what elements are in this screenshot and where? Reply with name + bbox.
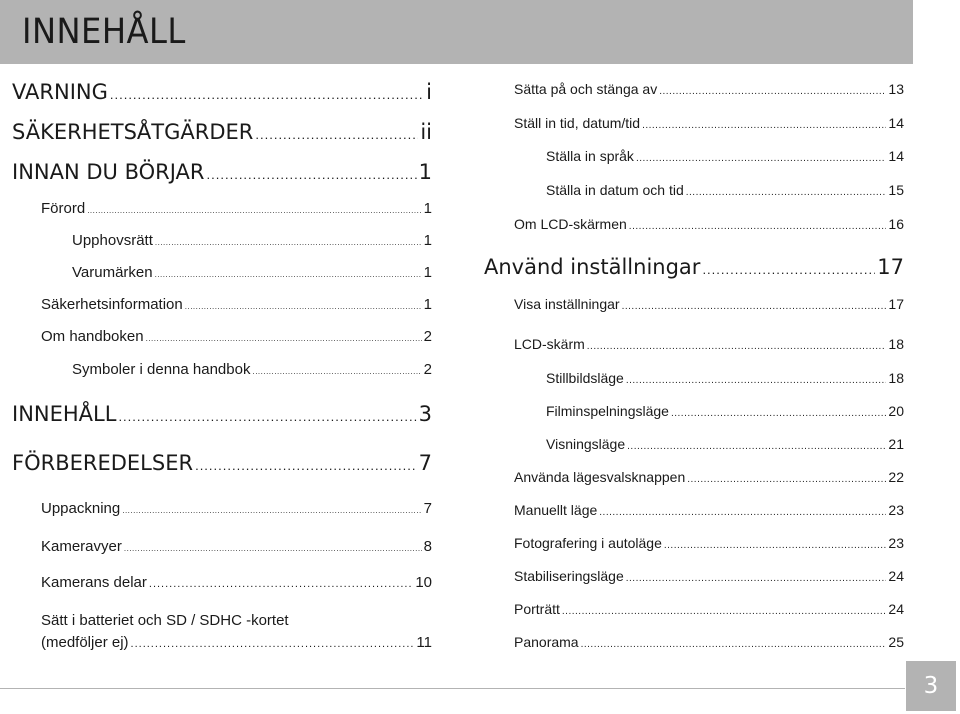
toc-label: Använd inställningar <box>484 255 701 279</box>
toc-page: 3 <box>418 402 432 426</box>
toc-label: VARNING <box>12 80 108 104</box>
footer-divider <box>0 688 905 689</box>
toc-entry-filminspelningslage[interactable] <box>546 404 904 419</box>
toc-entry-stall-in-tid[interactable] <box>514 116 904 131</box>
toc-label: Använda lägesvalsknappen <box>514 469 686 485</box>
toc-label: Porträtt <box>514 601 560 617</box>
toc-label: Om LCD-skärmen <box>514 216 627 232</box>
toc-leader <box>195 459 417 472</box>
toc-page: 25 <box>888 634 904 650</box>
toc-label: Ställa in datum och tid <box>546 182 684 198</box>
toc-page: 16 <box>888 216 904 232</box>
toc-leader <box>587 342 887 352</box>
page-number: 3 <box>923 673 939 699</box>
toc-label: Stillbildsläge <box>546 370 624 386</box>
header-bar <box>0 0 913 64</box>
toc-page: 11 <box>416 634 432 651</box>
toc-entry-om-handboken[interactable] <box>41 329 432 344</box>
toc-entry-stalla-in-sprak[interactable] <box>546 149 904 164</box>
toc-leader <box>581 640 887 650</box>
toc-label: Fotografering i autoläge <box>514 535 662 551</box>
toc-leader <box>622 302 887 312</box>
toc-label: Visningsläge <box>546 436 626 452</box>
toc-leader <box>671 409 886 419</box>
toc-page: 10 <box>415 574 432 591</box>
toc-label: Visa inställningar <box>514 296 620 312</box>
toc-leader <box>642 121 886 131</box>
toc-entry-manuellt-lage[interactable] <box>514 503 904 518</box>
toc-page: ii <box>420 120 432 144</box>
toc-label: (medföljer ej) <box>41 634 129 651</box>
toc-label: INNAN DU BÖRJAR <box>12 160 205 184</box>
toc-leader <box>87 207 421 215</box>
toc-leader <box>252 368 421 376</box>
toc-page: 1 <box>423 296 432 313</box>
toc-page: 21 <box>888 436 904 452</box>
toc-page: 17 <box>877 255 904 279</box>
toc-entry-varumarken[interactable] <box>72 265 432 280</box>
toc-entry-portratt[interactable] <box>514 602 904 617</box>
toc-page: 18 <box>888 336 904 352</box>
toc-page: 1 <box>423 232 432 249</box>
toc-page: 1 <box>423 200 432 217</box>
toc-page: 7 <box>418 451 432 475</box>
toc-page: 13 <box>888 81 904 97</box>
toc-leader <box>664 541 887 551</box>
toc-entry-visa-installningar[interactable] <box>514 297 904 312</box>
toc-entry-satta-pa[interactable] <box>514 82 904 97</box>
toc-entry-upphovsratt[interactable] <box>72 233 432 248</box>
toc-label: Varumärken <box>72 264 153 281</box>
toc-page: 15 <box>888 182 904 198</box>
toc-leader <box>155 271 422 279</box>
toc-page: 17 <box>888 296 904 312</box>
toc-label: Manuellt läge <box>514 502 598 518</box>
toc-leader <box>124 545 422 553</box>
toc-label: LCD-skärm <box>514 336 585 352</box>
toc-leader <box>629 222 887 232</box>
toc-entry-fotografering-i-autolage[interactable] <box>514 536 904 551</box>
toc-page: 8 <box>423 538 432 555</box>
toc-label: FÖRBEREDELSER <box>12 451 194 475</box>
toc-entry-varning[interactable] <box>12 82 432 103</box>
toc-entry-forord[interactable] <box>41 201 432 216</box>
toc-entry-uppackning[interactable] <box>41 501 432 516</box>
toc-page: 23 <box>888 502 904 518</box>
toc-page: 24 <box>888 568 904 584</box>
toc-leader <box>599 508 886 518</box>
page-title: INNEHÅLL <box>22 12 186 52</box>
toc-label: Filminspelningsläge <box>546 403 669 419</box>
toc-entry-forberedelser[interactable] <box>12 453 432 474</box>
toc-page: 1 <box>418 160 432 184</box>
toc-label: Uppackning <box>41 500 121 517</box>
toc-leader <box>155 239 422 247</box>
toc-leader <box>659 87 886 97</box>
toc-label: Förord <box>41 200 86 217</box>
toc-label: Kameravyer <box>41 538 122 555</box>
toc-leader <box>185 303 422 311</box>
toc-page: 18 <box>888 370 904 386</box>
toc-entry-panorama[interactable] <box>514 635 904 650</box>
toc-label: Sätt i batteriet och SD / SDHC -kortet <box>41 612 289 629</box>
toc-entry-anvanda-lagesvalsknappen[interactable] <box>514 470 904 485</box>
toc-entry-symboler[interactable] <box>72 362 432 377</box>
toc-entry-satt-i-batteriet-line1[interactable] <box>41 610 289 632</box>
toc-leader <box>131 639 415 650</box>
toc-leader <box>627 442 886 452</box>
toc-entry-om-lcd-skarmen[interactable] <box>514 217 904 232</box>
toc-label: Ställa in språk <box>546 148 634 164</box>
toc-label: SÄKERHETSÅTGÄRDER <box>12 120 254 144</box>
toc-page: 7 <box>423 500 432 517</box>
toc-label: Ställ in tid, datum/tid <box>514 115 641 131</box>
toc-label: Sätta på och stänga av <box>514 81 658 97</box>
toc-leader <box>687 475 886 485</box>
toc-leader <box>626 376 887 386</box>
toc-entry-anvand-installningar[interactable] <box>484 257 904 278</box>
toc-leader <box>562 607 887 617</box>
toc-page: 24 <box>888 601 904 617</box>
toc-leader <box>149 579 413 590</box>
toc-leader <box>118 410 416 423</box>
page-number-badge <box>906 661 956 711</box>
toc-leader <box>110 88 424 101</box>
toc-page: 22 <box>888 469 904 485</box>
toc-label: INNEHÅLL <box>12 402 117 426</box>
toc-entry-stalla-in-datum[interactable] <box>546 183 904 198</box>
toc-entry-innehall[interactable] <box>12 404 432 425</box>
toc-label: Stabiliseringsläge <box>514 568 624 584</box>
toc-leader <box>686 188 887 198</box>
toc-leader <box>702 263 875 276</box>
toc-page: 14 <box>888 115 904 131</box>
toc-entry-visningslage[interactable] <box>546 437 904 452</box>
toc-label: Panorama <box>514 634 579 650</box>
toc-entry-innan-du-borjar[interactable] <box>12 162 432 183</box>
toc-entry-kameravyer[interactable] <box>41 539 432 554</box>
toc-label: Symboler i denna handbok <box>72 361 251 378</box>
toc-leader <box>146 335 422 343</box>
toc-page: 2 <box>423 361 432 378</box>
toc-entry-stillbildslage[interactable] <box>546 371 904 386</box>
toc-entry-kamerans-delar[interactable] <box>41 575 432 590</box>
toc-label: Upphovsrätt <box>72 232 153 249</box>
toc-leader <box>636 154 886 164</box>
toc-entry-sakerhetsatgarder[interactable] <box>12 122 432 143</box>
toc-label: Kamerans delar <box>41 574 147 591</box>
toc-entry-sakerhetsinformation[interactable] <box>41 297 432 312</box>
toc-page: 20 <box>888 403 904 419</box>
toc-entry-lcd-skarm[interactable] <box>514 337 904 352</box>
toc-leader <box>207 168 417 181</box>
toc-entry-satt-i-batteriet[interactable] <box>41 635 432 650</box>
toc-page: 14 <box>888 148 904 164</box>
toc-label: Om handboken <box>41 328 144 345</box>
toc-page: i <box>426 80 432 104</box>
toc-page: 23 <box>888 535 904 551</box>
toc-leader <box>255 128 418 141</box>
toc-leader <box>626 574 887 584</box>
toc-page: 2 <box>423 328 432 345</box>
toc-label: Säkerhetsinformation <box>41 296 183 313</box>
toc-entry-stabiliseringslage[interactable] <box>514 569 904 584</box>
toc-page: 1 <box>423 264 432 281</box>
toc-leader <box>122 507 421 515</box>
